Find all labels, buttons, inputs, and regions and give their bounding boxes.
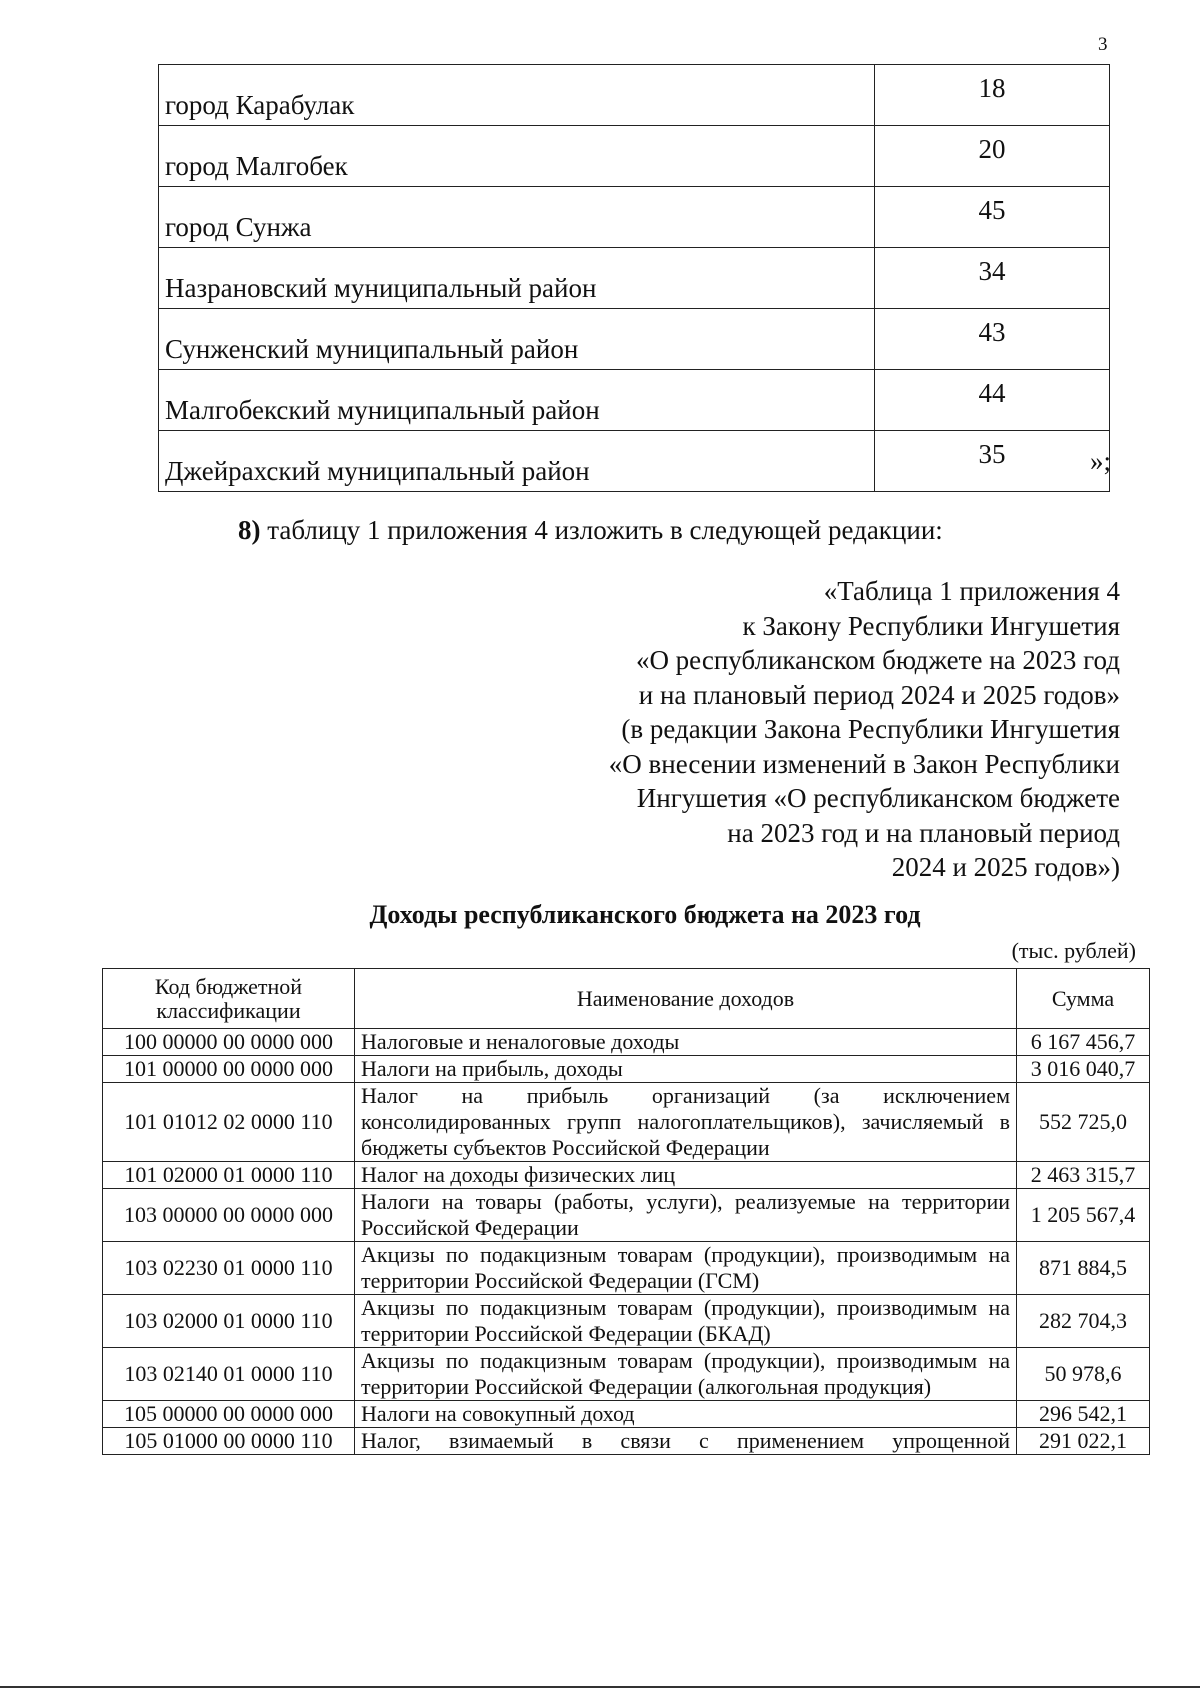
revenue-sum: 291 022,1: [1017, 1428, 1150, 1455]
table-row: [159, 187, 1110, 248]
table-row: [159, 65, 1110, 126]
header-line: и на плановый период 2024 и 2025 годов»: [638, 679, 1120, 710]
budget-code: 100 00000 00 0000 000: [103, 1029, 355, 1056]
revenue-table: [102, 968, 1150, 1455]
revenue-sum: 871 884,5: [1017, 1242, 1150, 1295]
table-row: [103, 1083, 1150, 1162]
header-line: «О республиканском бюджете на 2023 год: [635, 645, 1120, 675]
closing-quote: »;: [1090, 446, 1112, 476]
municipality-value: 34: [875, 248, 1110, 309]
revenue-name: Налоги на прибыль, доходы: [355, 1056, 1017, 1083]
header-line: Ингушетия «О республиканском бюджете: [636, 783, 1120, 813]
municipality-name: город Карабулак: [159, 65, 875, 126]
revenue-sum: 3 016 040,7: [1017, 1056, 1150, 1083]
budget-code: 101 01012 02 0000 110: [103, 1083, 355, 1162]
table-row: [103, 1348, 1150, 1401]
revenue-name: Налоги на товары (работы, услуги), реализуемые на территории Российской Федерации: [355, 1189, 1017, 1242]
header-line: (в редакции Закона Республики Ингушетия: [621, 714, 1120, 744]
revenue-name: Акцизы по подакцизным товарам (продукции), производимым на территории Российской Федерации (ГСМ): [355, 1242, 1017, 1295]
budget-code: 103 02140 01 0000 110: [103, 1348, 355, 1401]
instruction-number: 8): [238, 515, 261, 545]
revenue-name: Налог, взимаемый в связи с применением упрощенной: [355, 1428, 1017, 1455]
appendix-header: [609, 574, 1120, 885]
revenue-sum: 282 704,3: [1017, 1295, 1150, 1348]
header-line: к Закону Республики Ингушетия: [742, 610, 1120, 641]
revenue-sum: 1 205 567,4: [1017, 1189, 1150, 1242]
table-header-row: [103, 969, 1150, 1029]
municipality-value: 44: [875, 370, 1110, 431]
municipality-table: [158, 64, 1110, 492]
budget-code: 103 00000 00 0000 000: [103, 1189, 355, 1242]
revenue-name: Налоговые и неналоговые доходы: [355, 1029, 1017, 1056]
page-bottom-rule: [0, 1686, 1200, 1688]
column-header-name: Наименование доходов: [355, 969, 1017, 1029]
table-row: [103, 1162, 1150, 1189]
header-line: 2024 и 2025 годов»): [891, 852, 1120, 882]
header-line: «О внесении изменений в Закон Республики: [608, 748, 1120, 779]
budget-code: 103 02230 01 0000 110: [103, 1242, 355, 1295]
municipality-name: Джейрахский муниципальный район: [159, 431, 875, 492]
table-row: [103, 1295, 1150, 1348]
budget-code: 101 00000 00 0000 000: [103, 1056, 355, 1083]
revenue-name: Акцизы по подакцизным товарам (продукции), производимым на территории Российской Федерации (алкогольная продукция): [355, 1348, 1017, 1401]
table-row: [103, 1401, 1150, 1428]
budget-code: 103 02000 01 0000 110: [103, 1295, 355, 1348]
table-row: [159, 431, 1110, 492]
revenue-name: Акцизы по подакцизным товарам (продукции), производимым на территории Российской Федерации (БКАД): [355, 1295, 1017, 1348]
revenue-sum: 6 167 456,7: [1017, 1029, 1150, 1056]
table-row: [103, 1242, 1150, 1295]
table-row: [103, 1189, 1150, 1242]
units-label: (тыс. рублей): [1011, 938, 1136, 963]
page-title: Доходы республиканского бюджета на 2023 год: [369, 900, 921, 929]
instruction-paragraph: [238, 515, 943, 546]
instruction-text: таблицу 1 приложения 4 изложить в следующей редакции:: [260, 515, 943, 545]
revenue-sum: 552 725,0: [1017, 1083, 1150, 1162]
table-row: [159, 126, 1110, 187]
municipality-name: город Малгобек: [159, 126, 875, 187]
header-line: «Таблица 1 приложения 4: [823, 576, 1120, 606]
budget-code: 105 00000 00 0000 000: [103, 1401, 355, 1428]
municipality-value: 35: [875, 431, 1110, 492]
municipality-name: город Сунжа: [159, 187, 875, 248]
municipality-value: 45: [875, 187, 1110, 248]
revenue-sum: 2 463 315,7: [1017, 1162, 1150, 1189]
revenue-name: Налог на доходы физических лиц: [355, 1162, 1017, 1189]
table-row: [103, 1029, 1150, 1056]
municipality-name: Малгобекский муниципальный район: [159, 370, 875, 431]
revenue-name: Налог на прибыль организаций (за исключением консолидированных групп налогоплательщиков), зачисляемый в бюджеты субъектов Российской Федерации: [355, 1083, 1017, 1162]
header-line: на 2023 год и на плановый период: [727, 817, 1120, 848]
column-header-sum: Сумма: [1017, 969, 1150, 1029]
table-row: [103, 1428, 1150, 1455]
column-header-code: Код бюджетной классификации: [103, 969, 355, 1029]
budget-code: 105 01000 00 0000 110: [103, 1428, 355, 1455]
table-row: [159, 370, 1110, 431]
revenue-name: Налоги на совокупный доход: [355, 1401, 1017, 1428]
revenue-sum: 296 542,1: [1017, 1401, 1150, 1428]
municipality-value: 43: [875, 309, 1110, 370]
municipality-name: Назрановский муниципальный район: [159, 248, 875, 309]
table-row: [103, 1056, 1150, 1083]
budget-code: 101 02000 01 0000 110: [103, 1162, 355, 1189]
municipality-name: Сунженский муниципальный район: [159, 309, 875, 370]
municipality-value: 18: [875, 65, 1110, 126]
table-row: [159, 309, 1110, 370]
municipality-value: 20: [875, 126, 1110, 187]
revenue-sum: 50 978,6: [1017, 1348, 1150, 1401]
page-number: 3: [1098, 34, 1108, 55]
table-row: [159, 248, 1110, 309]
